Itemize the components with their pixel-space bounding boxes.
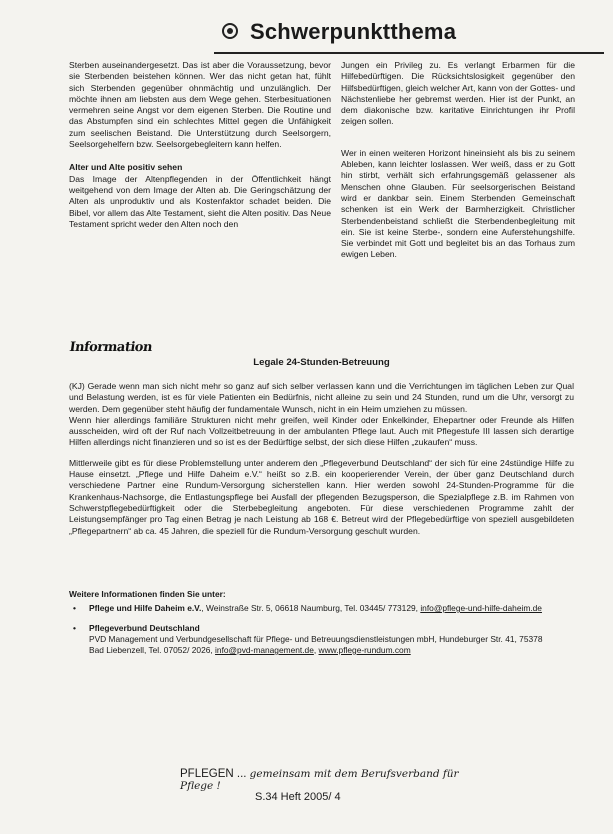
org-address: , Weinstraße Str. 5, 06618 Naumburg, Tel. 03445/ 773129, bbox=[201, 603, 421, 613]
section-logo-icon bbox=[222, 23, 238, 39]
email-link[interactable]: info@pflege-und-hilfe-daheim.de bbox=[420, 603, 542, 613]
info-paragraph-1: (KJ) Gerade wenn man sich nicht mehr so ganz auf sich selber verlassen kann und die Verrichtungen im täglichen Leben zur Qual und Belastung werden, ist es für viele Patienten ein Bedürfnis, nicht alleine zu sein und 24 Stunden, rund um die Uhr, versorgt zu werden. Dem gegenüber steht häufig der fundamentale Wunsch, nicht in ein Heim umziehen zu müssen. bbox=[69, 381, 574, 414]
bullet-icon: • bbox=[73, 623, 76, 633]
subheading-alter: Alter und Alte positiv sehen bbox=[69, 162, 183, 173]
section-title: Schwerpunktthema bbox=[250, 19, 457, 44]
info-paragraph-3: Mittlerweile gibt es für diese Problemstellung unter anderem den „Pflegeverbund Deutschland“ der sich für eine 24stündige Hilfe zu Hause einsetzt. „Pflege und Hilfe Daheim e.V.“ heißt so z.B. ein kooperierender Verein, der über ganz Deutschland durch verschiedene Partner eine Rundum-Versorgung sicherstellen kann. Hier werden sowohl 24-Stunden-Programme für die Krankenhaus-Nachsorge, die Entlastungspflege bei Ausfall der pflegenden Bezugsperson, die Spezialpflege z.B. im Rahmen von Schwerstpflegebedürftigkeit oder die Sterbebegleitung angeboten. Für diese verschiedenen Programme zahlt der Leistungsempfänger pro Tag einen Betrag je nach Leistung ab 168 €. Betreut wird der Pflegebedürftige von speziell ausgebildeten „Pflegepartnern“ ab ca. 45 Jahren, die speziell für die Rundum-Versorgung geschult wurden. bbox=[69, 457, 574, 536]
link-item-pflege-und-hilfe bbox=[69, 603, 579, 614]
info-paragraph-2: Wenn hier allerdings familiäre Strukturen nicht mehr greifen, weil Kinder oder Enkelkinder, Ehepartner oder Freunde als Hilfen ausscheiden, wird oft der Ruf nach Vollzeitbetreuung in der ambulanten Pflege laut. Auch mit Pflegestufe III lassen sich derartige Hilfen allerdings nicht finanzieren und so ist es der Bedürftige selbst, der sich diese Hilfen „zukaufen“ muss. bbox=[69, 414, 574, 448]
org-address-line-2: Bad Liebenzell, Tel. 07052/ 2026, bbox=[89, 645, 216, 655]
links-heading: Weitere Informationen finden Sie unter: bbox=[69, 589, 226, 599]
bullet-icon: • bbox=[73, 603, 76, 613]
left-column bbox=[69, 60, 331, 242]
footer-brand: PFLEGEN ... bbox=[180, 768, 250, 780]
footer-motto: gemeinsam mit dem Berufsverband für Pflege ! bbox=[180, 768, 459, 792]
org-name: Pflegeverbund Deutschland bbox=[89, 623, 200, 633]
page-header bbox=[214, 16, 604, 54]
link-separator: , bbox=[313, 645, 319, 655]
info-box-text bbox=[69, 381, 574, 546]
right-paragraph-2: Wer in einen weiteren Horizont hineinsieht als bis zu seinem Ableben, kann leichter loslassen. Wer weiß, dass er zu Gott hin stirbt, verhält sich erfahrungsgemäß gelassener als Menschen ohne Glauben. Für seelsorgerischen Beistand wird er dankbar sein. Einem Sterbenden Gemeinschaft schenken ist ein Werk der Barmherzigkeit. Christlicher Sterbendenbeistand schließt die Sterbendenbegleitung mit ein. Sie ist keine Sterbe-, sondern eine Auferstehungshilfe. Sie verbindet mit Gott und begleitet bis an das Torhaus zum ewigen Leben. bbox=[341, 147, 575, 260]
link-item-pflegeverbund bbox=[69, 623, 579, 656]
page-footer bbox=[180, 768, 480, 792]
right-column bbox=[341, 60, 575, 273]
information-logo: Information bbox=[68, 340, 153, 355]
email-link[interactable]: info@pvd-management.de bbox=[215, 645, 314, 655]
website-link[interactable]: www.pflege-rundum.com bbox=[318, 645, 411, 655]
further-info-links bbox=[69, 589, 579, 665]
info-box-title: Legale 24-Stunden-Betreuung bbox=[253, 357, 390, 368]
left-paragraph-1: Sterben auseinandergesetzt. Das ist aber die Voraussetzung, bevor sie Sterbenden beistehen können. Wer das nicht getan hat, fühlt sich Sterbenden gegenüber ohnmächtig und unzulänglich. Der möchte ihnen am liebsten aus dem Wege gehen. Sterbesituationen vermehren seine Angst vor dem eigenen Sterben. Die Routine und das Abstumpfen sind ein schlechtes Mittel gegen die Unfähigkeit zum seelischen Beistand. Die Unterstützung durch Seelsorgern, Seelsorgehelfern bzw. Seelsorgebegleitern kann helfen. bbox=[69, 60, 331, 150]
right-paragraph-1: Jungen ein Privileg zu. Es verlangt Erbarmen für die Hilfebedürftigen. Die Rücksichtslosigkeit gegenüber den Hilfsbedürftigen, gleich welcher Art, kann von der Gottes- und Nächstenliebe her gebremst werden. Hier ist der Punkt, an dem diakonische bzw. karitative Einrichtungen ihr Profil zeigen sollen. bbox=[341, 60, 575, 127]
org-address-line-1: PVD Management und Verbundgesellschaft für Pflege- und Betreuungsdienstleistungen mbH, Hundeburger Str. 41, 75378 bbox=[89, 634, 543, 644]
left-paragraph-2: Das Image der Altenpflegenden in der Öffentlichkeit hängt weitgehend von dem Image der Alten ab. Die Geringschätzung der Alten als unproduktiv und als Kostenfaktor schadet beiden. Die Bibel, vor allem das Alte Testament, sieht die Alten positiv. Das Neue Testament spricht weder den Alten noch den bbox=[69, 173, 331, 229]
org-name: Pflege und Hilfe Daheim e.V. bbox=[89, 603, 202, 613]
page-number: S.34 Heft 2005/ 4 bbox=[255, 791, 341, 803]
